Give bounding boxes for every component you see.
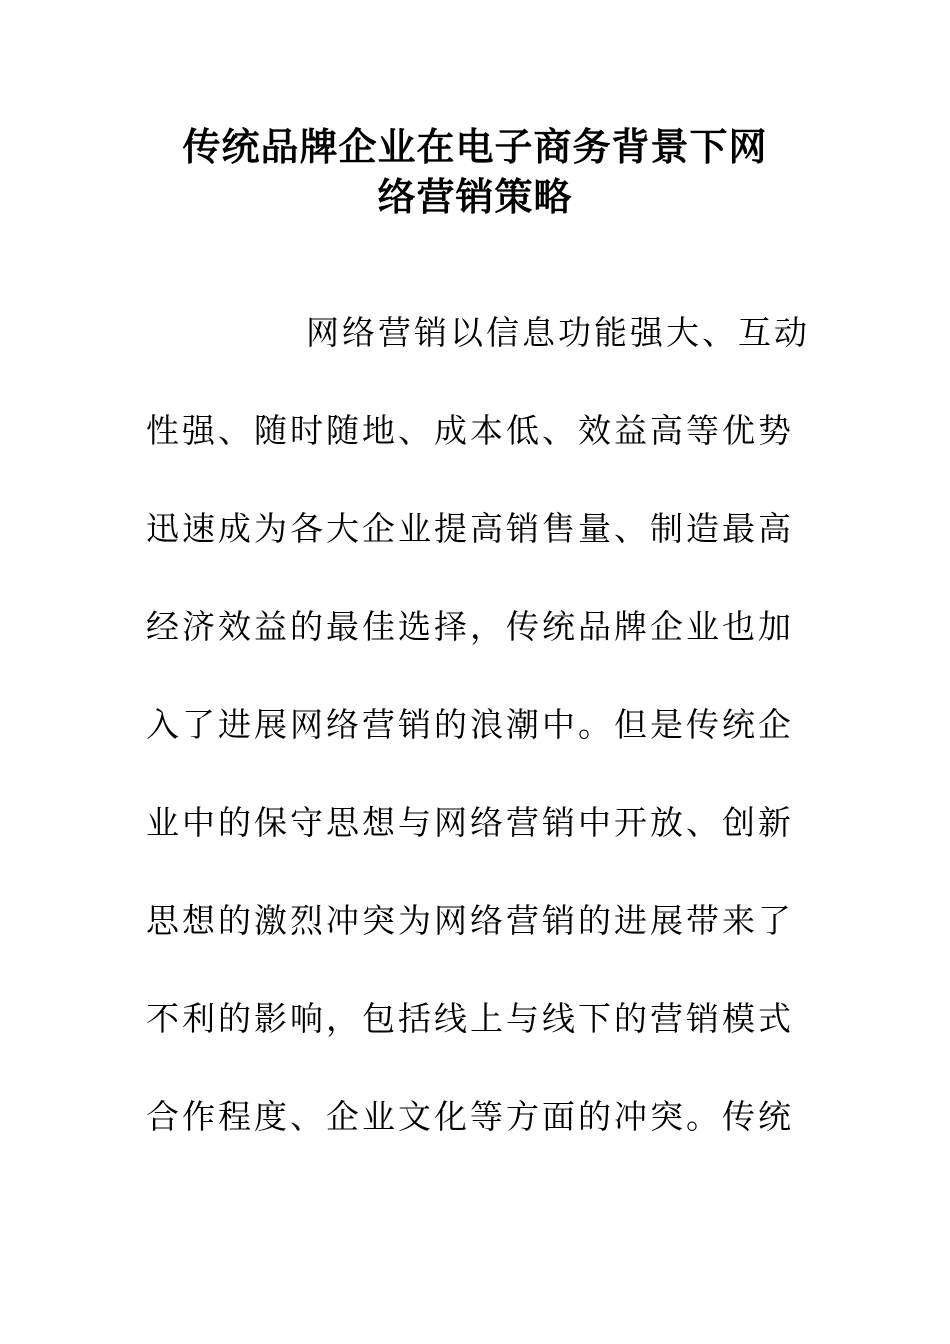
paragraph-line: 合作程度、企业文化等方面的冲突。传统	[146, 1097, 794, 1136]
paragraph-line: 性强、随时随地、成本低、效益高等优势	[146, 411, 794, 450]
paragraph-line: 入了进展网络营销的浪潮中。但是传统企	[146, 705, 794, 744]
paragraph-line: 网络营销以信息功能强大、互动	[306, 313, 810, 352]
body-paragraph	[146, 303, 816, 1185]
paragraph-line: 不利的影响，包括线上与线下的营销模式	[146, 999, 794, 1038]
title-line: 络营销策略	[377, 175, 573, 219]
title-line: 传统品牌企业在电子商务背景下网	[182, 125, 768, 169]
document-title	[100, 122, 850, 222]
paragraph-line: 迅速成为各大企业提高销售量、制造最高	[146, 509, 794, 548]
paragraph-line: 经济效益的最佳选择，传统品牌企业也加	[146, 607, 794, 646]
paragraph-line: 业中的保守思想与网络营销中开放、创新	[146, 803, 794, 842]
paragraph-line: 思想的激烈冲突为网络营销的进展带来了	[146, 901, 794, 940]
